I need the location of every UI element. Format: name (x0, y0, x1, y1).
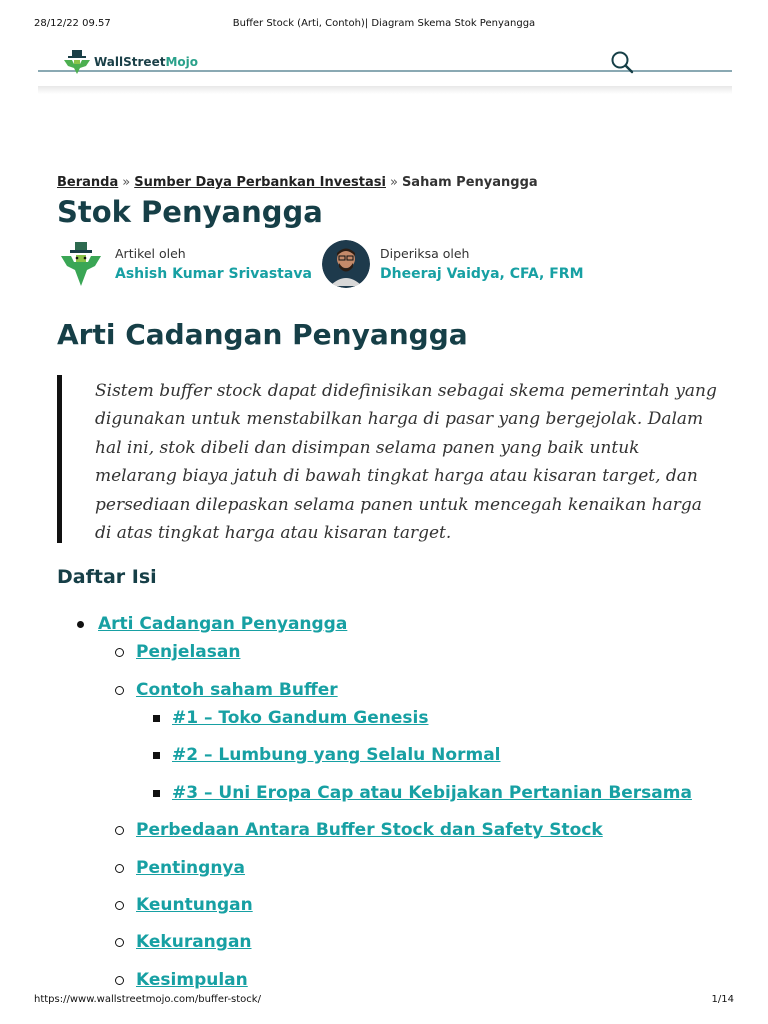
toc-link[interactable]: #1 – Toko Gandum Genesis (172, 708, 429, 728)
bullet-circle (115, 901, 124, 910)
author-avatar[interactable] (57, 240, 105, 288)
toc-item (115, 932, 252, 952)
toc-link[interactable]: Pentingnya (136, 858, 245, 878)
bullet-circle (115, 648, 124, 657)
bullet-square (153, 715, 160, 722)
print-date: 28/12/22 09.57 (34, 18, 111, 29)
toc-item (115, 858, 245, 878)
toc-link[interactable]: Keuntungan (136, 895, 253, 915)
toc-item (153, 708, 429, 728)
breadcrumb-separator: » (122, 175, 131, 190)
reviewer-block (322, 240, 584, 288)
reviewer-avatar[interactable] (322, 240, 370, 288)
toc-link[interactable]: Arti Cadangan Penyangga (98, 614, 348, 634)
toc-item (115, 820, 603, 840)
toc-link[interactable]: #3 – Uni Eropa Cap atau Kebijakan Pertanian Bersama (172, 783, 692, 803)
bullet-square (153, 790, 160, 797)
breadcrumb-current: Saham Penyangga (401, 175, 538, 190)
print-page-number: 1/14 (711, 994, 734, 1005)
author-block (57, 240, 312, 288)
toc-heading: Daftar Isi (57, 566, 157, 588)
bullet-circle (115, 976, 124, 985)
toc-link[interactable]: Penjelasan (136, 642, 241, 662)
header-shadow (38, 86, 732, 94)
reviewer-name-link[interactable]: Dheeraj Vaidya, CFA, FRM (380, 266, 584, 282)
breadcrumb-section-link[interactable]: Sumber Daya Perbankan Investasi (134, 175, 386, 190)
toc-link[interactable]: Kekurangan (136, 932, 252, 952)
toc-item (115, 970, 248, 990)
section-heading: Arti Cadangan Penyangga (57, 318, 468, 351)
search-icon[interactable] (610, 50, 634, 74)
reviewer-role: Diperiksa oleh (380, 246, 470, 261)
toc-item (115, 895, 253, 915)
toc-item (153, 783, 692, 803)
print-url: https://www.wallstreetmojo.com/buffer-stock/ (34, 994, 261, 1005)
breadcrumb-home-link[interactable]: Beranda (57, 175, 119, 190)
logo-text: WallStreetMojo (94, 55, 198, 69)
bullet-circle (115, 864, 124, 873)
author-name-link[interactable]: Ashish Kumar Srivastava (115, 266, 312, 282)
site-header (38, 48, 732, 72)
print-doc-title: Buffer Stock (Arti, Contoh)| Diagram Skema Stok Penyangga (232, 18, 536, 29)
bullet-disc (77, 621, 84, 628)
definition-blockquote (57, 375, 722, 543)
site-logo[interactable] (62, 50, 198, 74)
author-role: Artikel oleh (115, 246, 186, 261)
bullet-circle (115, 686, 124, 695)
toc-item (153, 745, 501, 765)
bullet-square (153, 752, 160, 759)
definition-text: Sistem buffer stock dapat didefinisikan sebagai skema pemerintah yang digunakan untuk menstabilkan harga di pasar yang bergejolak. Dalam hal ini, stok dibeli dan disimpan selama panen yang baik untuk melarang biaya jatuh di bawah tingkat harga atau kisaran target, dan persediaan dilepaskan selama panen untuk mencegah kenaikan harga di atas tingkat harga atau kisaran target. (95, 381, 717, 544)
bullet-circle (115, 826, 124, 835)
toc-link[interactable]: Contoh saham Buffer (136, 680, 338, 700)
toc-item (115, 642, 240, 662)
toc-link[interactable]: #2 – Lumbung yang Selalu Normal (172, 745, 501, 765)
toc-link[interactable]: Perbedaan Antara Buffer Stock dan Safety Stock (136, 820, 603, 840)
bullet-circle (115, 938, 124, 947)
toc-item (115, 680, 338, 700)
breadcrumb (57, 175, 538, 190)
toc-item (77, 614, 347, 634)
logo-mascot-icon (62, 50, 92, 74)
page-title: Stok Penyangga (57, 195, 323, 229)
toc-link[interactable]: Kesimpulan (136, 970, 248, 990)
print-header (0, 0, 768, 29)
breadcrumb-separator: » (389, 175, 398, 190)
